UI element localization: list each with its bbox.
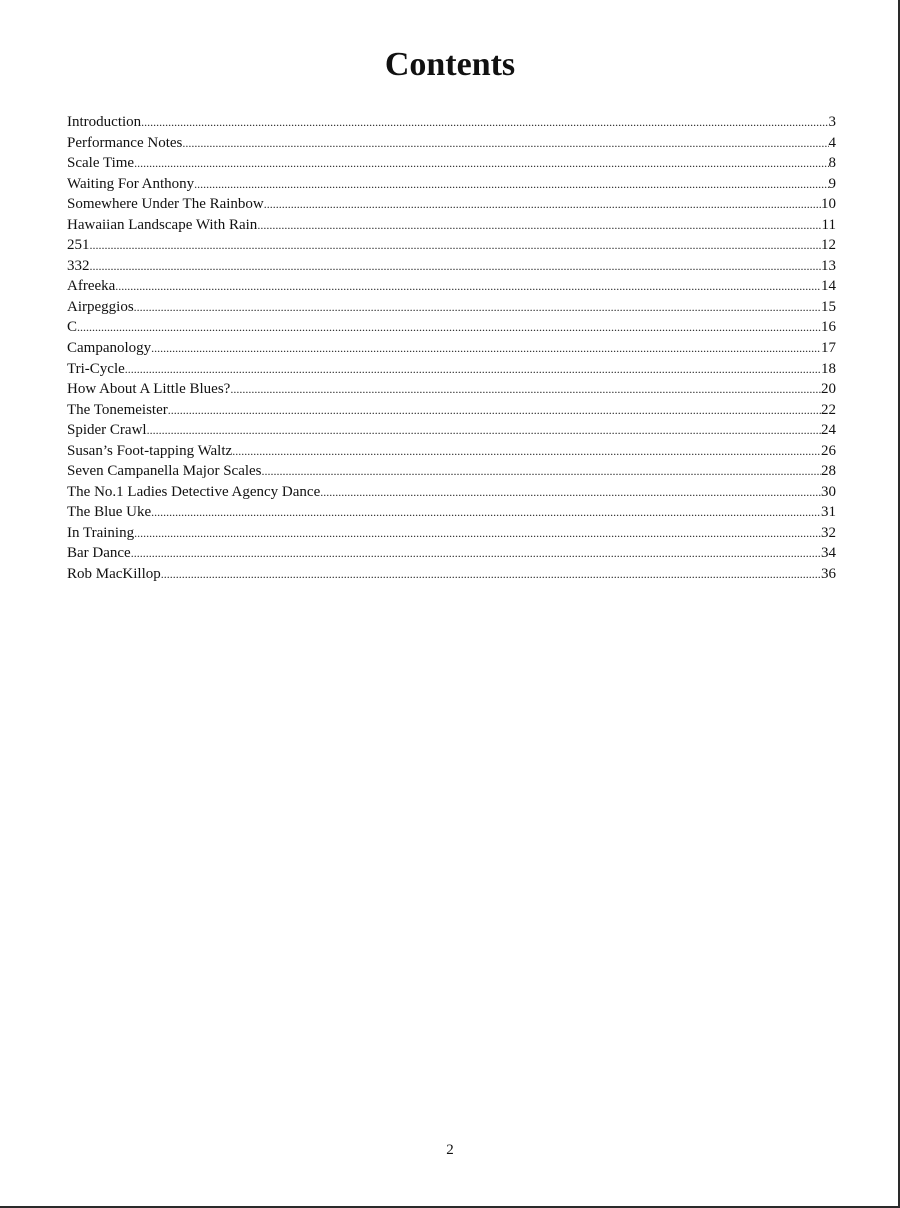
toc-entry-page: 4 xyxy=(828,134,836,151)
toc-entry xyxy=(67,359,836,380)
toc-entry-page: 11 xyxy=(821,216,836,233)
toc-entry-page: 10 xyxy=(821,196,836,213)
toc-entry-title: 332 xyxy=(67,257,90,274)
toc-entry xyxy=(67,400,836,421)
toc-entry-page: 22 xyxy=(821,401,836,418)
toc-entry xyxy=(67,502,836,523)
toc-entry xyxy=(67,276,836,297)
toc-entry xyxy=(67,317,836,338)
toc-entry-page: 30 xyxy=(821,483,836,500)
toc-entry xyxy=(67,441,836,462)
toc-entry-page: 28 xyxy=(821,463,836,480)
toc-entry-page: 18 xyxy=(821,360,836,377)
toc-entry xyxy=(67,174,836,195)
toc-entry xyxy=(67,133,836,154)
dot-leader xyxy=(134,153,828,174)
toc-entry-title: The Tonemeister xyxy=(67,401,168,418)
dot-leader xyxy=(168,400,821,421)
toc-entry xyxy=(67,215,836,236)
toc-entry-page: 9 xyxy=(828,175,836,192)
toc-entry xyxy=(67,461,836,482)
toc-entry-title: Susan’s Foot-tapping Waltz xyxy=(67,442,233,459)
toc-entry-title: Hawaiian Landscape With Rain xyxy=(67,216,258,233)
toc-entry xyxy=(67,235,836,256)
toc-entry-title: Waiting For Anthony xyxy=(67,175,195,192)
dot-leader xyxy=(264,194,821,215)
dot-leader xyxy=(77,317,821,338)
toc-entry xyxy=(67,194,836,215)
dot-leader xyxy=(115,276,821,297)
toc-entry-title: Spider Crawl xyxy=(67,422,147,439)
toc-entry xyxy=(67,379,836,400)
toc-entry-title: C xyxy=(67,319,78,336)
page-title: Contents xyxy=(384,46,516,83)
dot-leader xyxy=(90,235,822,256)
dot-leader xyxy=(182,133,828,154)
toc-entry xyxy=(67,112,836,133)
toc-entry-page: 24 xyxy=(821,422,836,439)
dot-leader xyxy=(134,523,821,544)
toc-entry-title: Performance Notes xyxy=(67,134,183,151)
toc-entry-page: 12 xyxy=(821,237,836,254)
toc-entry-title: Seven Campanella Major Scales xyxy=(67,463,262,480)
toc-entry-page: 17 xyxy=(821,340,836,357)
toc-entry-title: In Training xyxy=(67,524,135,541)
toc-entry-page: 26 xyxy=(821,442,836,459)
toc-entry-title: Airpeggios xyxy=(67,298,134,315)
toc-entry-title: The Blue Uke xyxy=(67,504,152,521)
toc-entry-page: 3 xyxy=(828,114,836,130)
toc-entry-page: 31 xyxy=(821,504,836,521)
dot-leader xyxy=(232,441,821,462)
dot-leader xyxy=(151,502,821,523)
toc-entry-title: The No.1 Ladies Detective Agency Dance xyxy=(67,483,321,500)
toc-entry-page: 36 xyxy=(821,566,836,583)
toc-entry-title: Campanology xyxy=(67,340,152,357)
dot-leader xyxy=(151,338,821,359)
toc-entry xyxy=(67,420,836,441)
dot-leader xyxy=(262,461,821,482)
dot-leader xyxy=(161,564,821,585)
toc-entry xyxy=(67,543,836,564)
dot-leader xyxy=(141,112,828,133)
toc-entry-page: 20 xyxy=(821,381,836,398)
dot-leader xyxy=(320,482,821,503)
toc-entry xyxy=(67,153,836,174)
toc-entry-page: 15 xyxy=(821,298,836,315)
toc-entry xyxy=(67,256,836,277)
toc-entry-title: Tri-Cycle xyxy=(67,360,125,377)
toc-entry-title: Introduction xyxy=(67,114,142,130)
dot-leader xyxy=(134,297,821,318)
toc-entry-title: Rob MacKillop xyxy=(67,566,161,583)
dot-leader xyxy=(125,359,821,380)
toc-entry-title: Somewhere Under The Rainbow xyxy=(67,196,264,213)
toc-entry xyxy=(67,338,836,359)
toc-entry-page: 13 xyxy=(821,257,836,274)
dot-leader xyxy=(194,174,828,195)
dot-leader xyxy=(131,543,821,564)
dot-leader xyxy=(147,420,821,441)
toc-entry-title: Bar Dance xyxy=(67,545,131,562)
toc-entry-page: 32 xyxy=(821,524,836,541)
toc-entry-title: How About A Little Blues? xyxy=(67,381,231,398)
toc-entry-title: Scale Time xyxy=(67,155,135,172)
toc-entry xyxy=(67,482,836,503)
dot-leader xyxy=(257,215,821,236)
toc-entry-page: 34 xyxy=(821,545,836,562)
dot-leader xyxy=(230,379,821,400)
toc-entry xyxy=(67,297,836,318)
toc-entry xyxy=(67,564,836,585)
toc-entry-title: Afreeka xyxy=(67,278,116,295)
toc-entry-page: 8 xyxy=(828,155,836,172)
dot-leader xyxy=(90,256,822,277)
page-number: 2 xyxy=(446,1142,454,1158)
toc-entry xyxy=(67,523,836,544)
table-of-contents xyxy=(67,112,836,585)
toc-entry-page: 16 xyxy=(821,319,836,336)
toc-entry-page: 14 xyxy=(821,278,836,295)
toc-entry-title: 251 xyxy=(67,237,90,254)
